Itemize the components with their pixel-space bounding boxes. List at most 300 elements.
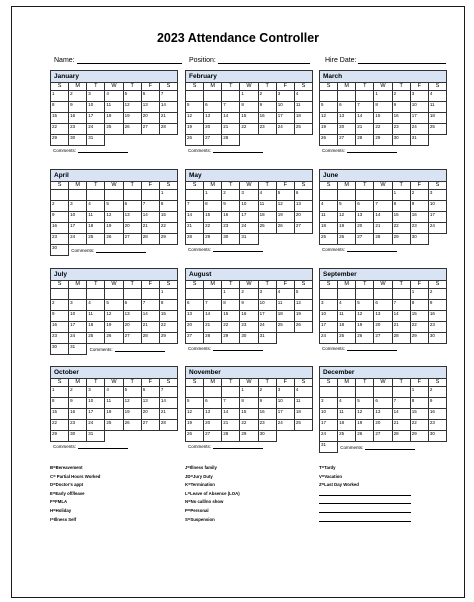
day-cell[interactable]: 30 bbox=[222, 234, 240, 245]
day-cell[interactable]: 21 bbox=[374, 223, 392, 234]
day-cell[interactable]: 3 bbox=[410, 91, 428, 102]
day-cell[interactable]: 5 bbox=[338, 201, 356, 212]
day-cell[interactable]: 1 bbox=[410, 387, 428, 398]
day-cell[interactable]: 6 bbox=[141, 91, 159, 102]
day-cell[interactable]: 11 bbox=[320, 212, 338, 223]
day-cell[interactable]: 17 bbox=[320, 420, 338, 431]
day-cell[interactable]: 26 bbox=[356, 431, 374, 442]
day-cell[interactable]: 2 bbox=[258, 91, 276, 102]
day-cell[interactable]: 31 bbox=[240, 234, 258, 245]
day-cell[interactable]: 23 bbox=[69, 124, 87, 135]
position-input-line[interactable] bbox=[218, 55, 310, 64]
day-cell[interactable]: 5 bbox=[356, 398, 374, 409]
blank-entry-line[interactable] bbox=[319, 508, 411, 513]
day-cell[interactable]: 29 bbox=[159, 234, 177, 245]
day-cell[interactable]: 8 bbox=[240, 398, 258, 409]
day-cell[interactable]: 23 bbox=[240, 322, 258, 333]
day-cell[interactable]: 3 bbox=[240, 190, 258, 201]
day-cell[interactable]: 9 bbox=[428, 300, 446, 311]
day-cell[interactable]: 10 bbox=[240, 201, 258, 212]
day-cell[interactable]: 20 bbox=[374, 420, 392, 431]
day-cell[interactable]: 18 bbox=[258, 212, 276, 223]
day-cell[interactable]: 28 bbox=[356, 135, 374, 146]
day-cell[interactable]: 19 bbox=[320, 124, 338, 135]
day-cell[interactable]: 15 bbox=[374, 113, 392, 124]
day-cell[interactable]: 28 bbox=[222, 135, 240, 146]
day-cell[interactable]: 3 bbox=[320, 398, 338, 409]
day-cell[interactable]: 14 bbox=[392, 311, 410, 322]
day-cell[interactable]: 22 bbox=[410, 322, 428, 333]
day-cell[interactable]: 14 bbox=[141, 212, 159, 223]
day-cell[interactable]: 18 bbox=[428, 113, 446, 124]
day-cell[interactable]: 3 bbox=[276, 387, 294, 398]
day-cell[interactable]: 12 bbox=[186, 113, 204, 124]
day-cell[interactable]: 8 bbox=[374, 102, 392, 113]
comments-line[interactable] bbox=[78, 444, 128, 449]
day-cell[interactable]: 12 bbox=[294, 300, 312, 311]
day-cell[interactable]: 8 bbox=[51, 398, 69, 409]
day-cell[interactable]: 12 bbox=[105, 212, 123, 223]
day-cell[interactable]: 9 bbox=[69, 102, 87, 113]
day-cell[interactable]: 20 bbox=[338, 124, 356, 135]
day-cell[interactable]: 1 bbox=[410, 289, 428, 300]
day-cell[interactable]: 21 bbox=[222, 420, 240, 431]
day-cell[interactable]: 9 bbox=[428, 398, 446, 409]
day-cell[interactable]: 18 bbox=[105, 113, 123, 124]
day-cell[interactable]: 3 bbox=[87, 387, 105, 398]
day-cell[interactable]: 3 bbox=[69, 300, 87, 311]
comments-field[interactable] bbox=[340, 445, 415, 451]
day-cell[interactable]: 30 bbox=[69, 135, 87, 146]
day-cell[interactable]: 24 bbox=[69, 333, 87, 344]
day-cell[interactable]: 19 bbox=[105, 322, 123, 333]
day-cell[interactable]: 28 bbox=[141, 234, 159, 245]
name-input-line[interactable] bbox=[77, 55, 182, 64]
legend-blank-line[interactable] bbox=[319, 517, 411, 526]
day-cell[interactable]: 27 bbox=[186, 333, 204, 344]
day-cell[interactable]: 21 bbox=[141, 223, 159, 234]
comments-line[interactable] bbox=[365, 445, 415, 450]
day-cell[interactable]: 20 bbox=[204, 420, 222, 431]
comments-field[interactable] bbox=[188, 148, 263, 154]
blank-entry-line[interactable] bbox=[319, 517, 411, 522]
day-cell[interactable]: 11 bbox=[258, 201, 276, 212]
day-cell[interactable]: 16 bbox=[69, 113, 87, 124]
day-cell[interactable]: 5 bbox=[320, 102, 338, 113]
day-cell[interactable]: 25 bbox=[276, 322, 294, 333]
day-cell[interactable]: 16 bbox=[51, 223, 69, 234]
day-cell[interactable]: 13 bbox=[374, 311, 392, 322]
day-cell[interactable]: 23 bbox=[258, 124, 276, 135]
day-cell[interactable]: 16 bbox=[428, 409, 446, 420]
day-cell[interactable]: 2 bbox=[51, 201, 69, 212]
day-cell[interactable]: 22 bbox=[51, 420, 69, 431]
day-cell[interactable]: 7 bbox=[222, 398, 240, 409]
day-cell[interactable]: 22 bbox=[222, 322, 240, 333]
day-cell[interactable]: 16 bbox=[258, 409, 276, 420]
hire-date-input-line[interactable] bbox=[358, 55, 446, 64]
day-cell[interactable]: 25 bbox=[294, 124, 312, 135]
day-cell[interactable]: 19 bbox=[294, 311, 312, 322]
day-cell[interactable]: 7 bbox=[159, 387, 177, 398]
day-cell[interactable]: 14 bbox=[141, 311, 159, 322]
day-cell[interactable]: 17 bbox=[69, 223, 87, 234]
day-cell[interactable]: 25 bbox=[320, 234, 338, 245]
day-cell[interactable]: 28 bbox=[222, 431, 240, 442]
day-cell[interactable]: 27 bbox=[338, 135, 356, 146]
day-cell[interactable]: 1 bbox=[240, 91, 258, 102]
day-cell[interactable]: 25 bbox=[87, 333, 105, 344]
position-field[interactable] bbox=[189, 55, 310, 64]
day-cell[interactable]: 7 bbox=[204, 300, 222, 311]
day-cell[interactable]: 30 bbox=[428, 333, 446, 344]
comments-line[interactable] bbox=[213, 148, 263, 153]
day-cell[interactable]: 12 bbox=[320, 113, 338, 124]
day-cell[interactable]: 1 bbox=[51, 91, 69, 102]
day-cell[interactable]: 12 bbox=[123, 102, 141, 113]
day-cell[interactable]: 19 bbox=[356, 420, 374, 431]
day-cell[interactable]: 23 bbox=[51, 234, 69, 245]
day-cell[interactable]: 6 bbox=[338, 102, 356, 113]
day-cell[interactable]: 24 bbox=[240, 223, 258, 234]
day-cell[interactable]: 19 bbox=[356, 322, 374, 333]
day-cell[interactable]: 4 bbox=[87, 201, 105, 212]
day-cell[interactable]: 29 bbox=[410, 333, 428, 344]
day-cell[interactable]: 16 bbox=[410, 212, 428, 223]
day-cell[interactable]: 20 bbox=[294, 212, 312, 223]
day-cell[interactable]: 18 bbox=[338, 420, 356, 431]
day-cell[interactable]: 21 bbox=[141, 322, 159, 333]
day-cell[interactable]: 14 bbox=[204, 311, 222, 322]
day-cell[interactable]: 23 bbox=[222, 223, 240, 234]
day-cell[interactable]: 22 bbox=[159, 223, 177, 234]
day-cell[interactable]: 7 bbox=[186, 201, 204, 212]
day-cell[interactable]: 17 bbox=[240, 212, 258, 223]
day-cell[interactable]: 23 bbox=[258, 420, 276, 431]
day-cell[interactable]: 10 bbox=[87, 398, 105, 409]
day-cell[interactable]: 12 bbox=[356, 409, 374, 420]
day-cell[interactable]: 17 bbox=[276, 409, 294, 420]
day-cell[interactable]: 1 bbox=[392, 190, 410, 201]
day-cell[interactable]: 5 bbox=[123, 91, 141, 102]
day-cell[interactable]: 13 bbox=[374, 409, 392, 420]
day-cell[interactable]: 14 bbox=[392, 409, 410, 420]
legend-blank-line[interactable] bbox=[319, 491, 411, 500]
day-cell[interactable]: 27 bbox=[141, 124, 159, 135]
day-cell[interactable]: 15 bbox=[159, 212, 177, 223]
day-cell[interactable]: 24 bbox=[87, 124, 105, 135]
day-cell[interactable]: 25 bbox=[294, 420, 312, 431]
day-cell[interactable]: 25 bbox=[105, 124, 123, 135]
day-cell[interactable]: 6 bbox=[204, 102, 222, 113]
day-cell[interactable]: 15 bbox=[240, 409, 258, 420]
day-cell[interactable]: 7 bbox=[159, 91, 177, 102]
comments-line[interactable] bbox=[347, 148, 397, 153]
day-cell[interactable]: 21 bbox=[392, 322, 410, 333]
day-cell[interactable]: 26 bbox=[338, 234, 356, 245]
day-cell[interactable]: 19 bbox=[123, 113, 141, 124]
day-cell[interactable]: 23 bbox=[392, 124, 410, 135]
day-cell[interactable]: 24 bbox=[276, 124, 294, 135]
day-cell[interactable]: 8 bbox=[240, 102, 258, 113]
day-cell[interactable]: 26 bbox=[123, 124, 141, 135]
day-cell[interactable]: 25 bbox=[258, 223, 276, 234]
day-cell[interactable]: 14 bbox=[159, 102, 177, 113]
day-cell[interactable]: 29 bbox=[51, 135, 69, 146]
day-cell[interactable]: 4 bbox=[428, 91, 446, 102]
day-cell[interactable]: 16 bbox=[51, 322, 69, 333]
day-cell[interactable]: 28 bbox=[392, 431, 410, 442]
day-cell[interactable]: 8 bbox=[204, 201, 222, 212]
day-cell[interactable]: 10 bbox=[69, 311, 87, 322]
day-cell[interactable]: 16 bbox=[222, 212, 240, 223]
day-cell[interactable]: 3 bbox=[428, 190, 446, 201]
day-cell[interactable]: 7 bbox=[222, 102, 240, 113]
day-cell[interactable]: 9 bbox=[51, 311, 69, 322]
day-cell[interactable]: 17 bbox=[87, 409, 105, 420]
day-cell[interactable]: 24 bbox=[276, 420, 294, 431]
day-cell[interactable]: 5 bbox=[186, 398, 204, 409]
day-cell[interactable]: 28 bbox=[374, 234, 392, 245]
day-cell[interactable]: 23 bbox=[428, 420, 446, 431]
day-cell[interactable]: 27 bbox=[123, 234, 141, 245]
day-cell[interactable]: 4 bbox=[105, 387, 123, 398]
day-cell[interactable]: 21 bbox=[159, 113, 177, 124]
day-cell[interactable]: 26 bbox=[320, 135, 338, 146]
day-cell[interactable]: 25 bbox=[105, 420, 123, 431]
day-cell[interactable]: 25 bbox=[428, 124, 446, 135]
day-cell[interactable]: 29 bbox=[51, 431, 69, 442]
day-cell[interactable]: 12 bbox=[123, 398, 141, 409]
day-cell[interactable]: 13 bbox=[204, 409, 222, 420]
comments-line[interactable] bbox=[213, 247, 263, 252]
comments-field[interactable] bbox=[322, 247, 397, 253]
day-cell[interactable]: 11 bbox=[294, 398, 312, 409]
day-cell[interactable]: 27 bbox=[141, 420, 159, 431]
day-cell[interactable]: 23 bbox=[51, 333, 69, 344]
day-cell[interactable]: 4 bbox=[338, 300, 356, 311]
day-cell[interactable]: 11 bbox=[87, 212, 105, 223]
day-cell[interactable]: 2 bbox=[222, 190, 240, 201]
day-cell[interactable]: 14 bbox=[222, 113, 240, 124]
day-cell[interactable]: 28 bbox=[186, 234, 204, 245]
day-cell[interactable]: 18 bbox=[320, 223, 338, 234]
blank-entry-line[interactable] bbox=[319, 499, 411, 504]
day-cell[interactable]: 26 bbox=[356, 333, 374, 344]
day-cell[interactable]: 31 bbox=[410, 135, 428, 146]
day-cell[interactable]: 10 bbox=[320, 409, 338, 420]
day-cell[interactable]: 28 bbox=[204, 333, 222, 344]
day-cell[interactable]: 1 bbox=[374, 91, 392, 102]
day-cell[interactable]: 5 bbox=[105, 300, 123, 311]
day-cell[interactable]: 21 bbox=[204, 322, 222, 333]
day-cell[interactable]: 22 bbox=[159, 322, 177, 333]
day-cell[interactable]: 15 bbox=[51, 409, 69, 420]
day-cell[interactable]: 28 bbox=[141, 333, 159, 344]
day-cell[interactable]: 19 bbox=[105, 223, 123, 234]
day-cell[interactable]: 23 bbox=[410, 223, 428, 234]
day-cell[interactable]: 4 bbox=[258, 190, 276, 201]
day-cell[interactable]: 6 bbox=[294, 190, 312, 201]
day-cell[interactable]: 21 bbox=[356, 124, 374, 135]
day-cell[interactable]: 31 bbox=[320, 442, 338, 453]
blank-entry-line[interactable] bbox=[319, 491, 411, 496]
day-cell[interactable]: 21 bbox=[392, 420, 410, 431]
day-cell[interactable]: 7 bbox=[141, 300, 159, 311]
day-cell[interactable]: 8 bbox=[159, 300, 177, 311]
day-cell[interactable]: 12 bbox=[105, 311, 123, 322]
day-cell[interactable]: 27 bbox=[374, 333, 392, 344]
day-cell[interactable]: 4 bbox=[276, 289, 294, 300]
legend-blank-line[interactable] bbox=[319, 499, 411, 508]
day-cell[interactable]: 7 bbox=[356, 102, 374, 113]
day-cell[interactable]: 24 bbox=[69, 234, 87, 245]
day-cell[interactable]: 6 bbox=[186, 300, 204, 311]
day-cell[interactable]: 24 bbox=[320, 333, 338, 344]
day-cell[interactable]: 15 bbox=[222, 311, 240, 322]
day-cell[interactable]: 3 bbox=[320, 300, 338, 311]
day-cell[interactable]: 5 bbox=[356, 300, 374, 311]
day-cell[interactable]: 22 bbox=[392, 223, 410, 234]
day-cell[interactable]: 31 bbox=[87, 135, 105, 146]
day-cell[interactable]: 18 bbox=[105, 409, 123, 420]
day-cell[interactable]: 2 bbox=[428, 387, 446, 398]
comments-line[interactable] bbox=[78, 148, 128, 153]
day-cell[interactable]: 26 bbox=[105, 333, 123, 344]
day-cell[interactable]: 9 bbox=[51, 212, 69, 223]
day-cell[interactable]: 29 bbox=[374, 135, 392, 146]
day-cell[interactable]: 22 bbox=[374, 124, 392, 135]
day-cell[interactable]: 11 bbox=[87, 311, 105, 322]
day-cell[interactable]: 17 bbox=[320, 322, 338, 333]
day-cell[interactable]: 11 bbox=[276, 300, 294, 311]
day-cell[interactable]: 20 bbox=[123, 322, 141, 333]
day-cell[interactable]: 6 bbox=[374, 300, 392, 311]
comments-field[interactable] bbox=[53, 444, 128, 450]
day-cell[interactable]: 24 bbox=[410, 124, 428, 135]
day-cell[interactable]: 17 bbox=[410, 113, 428, 124]
day-cell[interactable]: 17 bbox=[258, 311, 276, 322]
legend-blank-line[interactable] bbox=[319, 508, 411, 517]
day-cell[interactable]: 12 bbox=[338, 212, 356, 223]
comments-line[interactable] bbox=[96, 248, 146, 253]
day-cell[interactable]: 16 bbox=[428, 311, 446, 322]
day-cell[interactable]: 9 bbox=[258, 102, 276, 113]
comments-line[interactable] bbox=[347, 247, 397, 252]
day-cell[interactable]: 20 bbox=[123, 223, 141, 234]
day-cell[interactable]: 11 bbox=[338, 311, 356, 322]
day-cell[interactable]: 5 bbox=[105, 201, 123, 212]
day-cell[interactable]: 10 bbox=[276, 398, 294, 409]
day-cell[interactable]: 15 bbox=[204, 212, 222, 223]
day-cell[interactable]: 20 bbox=[356, 223, 374, 234]
day-cell[interactable]: 13 bbox=[338, 113, 356, 124]
day-cell[interactable]: 4 bbox=[338, 398, 356, 409]
day-cell[interactable]: 4 bbox=[294, 387, 312, 398]
day-cell[interactable]: 1 bbox=[240, 387, 258, 398]
day-cell[interactable]: 2 bbox=[392, 91, 410, 102]
day-cell[interactable]: 15 bbox=[159, 311, 177, 322]
day-cell[interactable]: 9 bbox=[392, 102, 410, 113]
day-cell[interactable]: 3 bbox=[87, 91, 105, 102]
day-cell[interactable]: 30 bbox=[428, 431, 446, 442]
day-cell[interactable]: 30 bbox=[240, 333, 258, 344]
day-cell[interactable]: 21 bbox=[186, 223, 204, 234]
hire-date-field[interactable] bbox=[325, 55, 446, 64]
day-cell[interactable]: 15 bbox=[410, 409, 428, 420]
day-cell[interactable]: 3 bbox=[69, 201, 87, 212]
day-cell[interactable]: 11 bbox=[294, 102, 312, 113]
day-cell[interactable]: 8 bbox=[392, 201, 410, 212]
day-cell[interactable]: 21 bbox=[159, 409, 177, 420]
day-cell[interactable]: 6 bbox=[123, 300, 141, 311]
day-cell[interactable]: 19 bbox=[276, 212, 294, 223]
day-cell[interactable]: 20 bbox=[204, 124, 222, 135]
day-cell[interactable]: 10 bbox=[410, 102, 428, 113]
day-cell[interactable]: 30 bbox=[392, 135, 410, 146]
day-cell[interactable]: 29 bbox=[159, 333, 177, 344]
day-cell[interactable]: 9 bbox=[258, 398, 276, 409]
day-cell[interactable]: 18 bbox=[87, 223, 105, 234]
day-cell[interactable]: 6 bbox=[356, 201, 374, 212]
day-cell[interactable]: 10 bbox=[87, 102, 105, 113]
day-cell[interactable]: 30 bbox=[258, 431, 276, 442]
day-cell[interactable]: 24 bbox=[428, 223, 446, 234]
day-cell[interactable]: 6 bbox=[123, 201, 141, 212]
day-cell[interactable]: 8 bbox=[159, 201, 177, 212]
day-cell[interactable]: 17 bbox=[69, 322, 87, 333]
day-cell[interactable]: 13 bbox=[141, 398, 159, 409]
day-cell[interactable]: 6 bbox=[204, 398, 222, 409]
day-cell[interactable]: 16 bbox=[69, 409, 87, 420]
day-cell[interactable]: 20 bbox=[186, 322, 204, 333]
day-cell[interactable]: 26 bbox=[294, 322, 312, 333]
day-cell[interactable]: 17 bbox=[276, 113, 294, 124]
day-cell[interactable]: 9 bbox=[410, 201, 428, 212]
day-cell[interactable]: 6 bbox=[141, 387, 159, 398]
day-cell[interactable]: 26 bbox=[123, 420, 141, 431]
day-cell[interactable]: 8 bbox=[410, 398, 428, 409]
day-cell[interactable]: 8 bbox=[410, 300, 428, 311]
day-cell[interactable]: 21 bbox=[222, 124, 240, 135]
day-cell[interactable]: 1 bbox=[51, 387, 69, 398]
day-cell[interactable]: 10 bbox=[320, 311, 338, 322]
day-cell[interactable]: 25 bbox=[338, 333, 356, 344]
day-cell[interactable]: 13 bbox=[123, 212, 141, 223]
day-cell[interactable]: 30 bbox=[410, 234, 428, 245]
day-cell[interactable]: 16 bbox=[392, 113, 410, 124]
day-cell[interactable]: 26 bbox=[105, 234, 123, 245]
day-cell[interactable]: 2 bbox=[240, 289, 258, 300]
day-cell[interactable]: 8 bbox=[51, 102, 69, 113]
day-cell[interactable]: 11 bbox=[428, 102, 446, 113]
day-cell[interactable]: 17 bbox=[428, 212, 446, 223]
day-cell[interactable]: 11 bbox=[105, 102, 123, 113]
day-cell[interactable]: 27 bbox=[374, 431, 392, 442]
day-cell[interactable]: 26 bbox=[276, 223, 294, 234]
day-cell[interactable]: 17 bbox=[87, 113, 105, 124]
day-cell[interactable]: 1 bbox=[204, 190, 222, 201]
day-cell[interactable]: 27 bbox=[294, 223, 312, 234]
day-cell[interactable]: 10 bbox=[428, 201, 446, 212]
day-cell[interactable]: 28 bbox=[159, 420, 177, 431]
day-cell[interactable]: 13 bbox=[141, 102, 159, 113]
day-cell[interactable]: 9 bbox=[240, 300, 258, 311]
day-cell[interactable]: 6 bbox=[374, 398, 392, 409]
day-cell[interactable]: 11 bbox=[105, 398, 123, 409]
day-cell[interactable]: 20 bbox=[141, 113, 159, 124]
day-cell[interactable]: 24 bbox=[320, 431, 338, 442]
